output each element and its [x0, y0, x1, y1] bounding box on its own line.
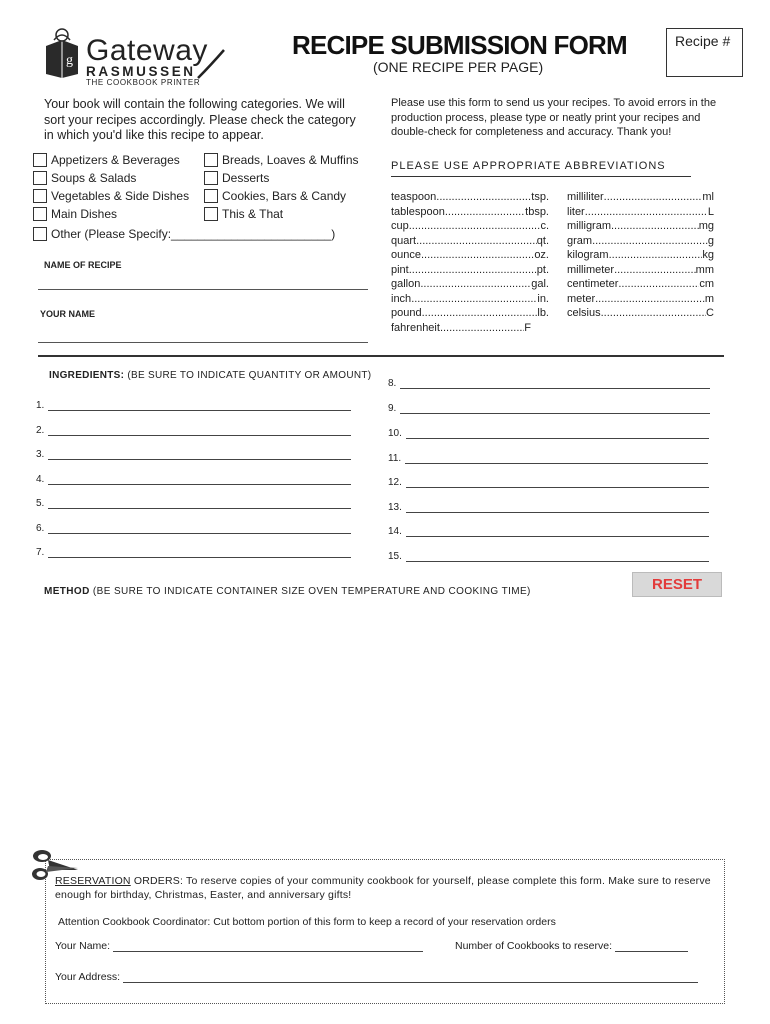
ingredient-line[interactable]: 2. [36, 425, 351, 436]
logo-subname: RASMUSSEN [86, 64, 196, 79]
abbr-row: pint ..... pt. [391, 263, 549, 278]
category-checkbox-desserts[interactable]: Desserts [204, 170, 269, 186]
ingredient-line[interactable]: 13. [388, 502, 709, 513]
instructions-text: Please use this form to send us your recipes. To avoid errors in the production process, please type or neatly print your recipes and double-check for completeness and accuracy. Thank you! [391, 97, 717, 138]
ingredient-line[interactable]: 8. [388, 378, 710, 389]
abbr-row: quart ..... qt. [391, 234, 549, 249]
your-name-field[interactable] [38, 333, 368, 343]
abbreviations-list-metric [567, 190, 714, 321]
ingredient-line[interactable]: 6. [36, 523, 351, 534]
abbr-row: gram ..... g [567, 234, 714, 249]
your-name-label: YOUR NAME [40, 309, 96, 319]
abbr-row: pound ..... lb. [391, 306, 549, 321]
ingredient-line[interactable]: 4. [36, 474, 351, 485]
checkbox[interactable] [33, 207, 47, 221]
cookbook-logo-icon [42, 26, 82, 78]
logo-tagline: THE COOKBOOK PRINTER [86, 78, 201, 87]
ingredient-line[interactable]: 15. [388, 551, 709, 562]
abbr-row: fahrenheit ..... F [391, 321, 531, 336]
intro-text: Your book will contain the following categories. We will sort your recipes accordingly. Please check the category in which you'd like this recipe to appear. [44, 97, 356, 142]
checkbox[interactable] [33, 189, 47, 203]
page-title: RECIPE SUBMISSION FORM [292, 30, 627, 60]
checkbox[interactable] [204, 207, 218, 221]
ingredient-line[interactable]: 12. [388, 477, 709, 488]
ingredient-line[interactable]: 14. [388, 526, 709, 537]
abbr-row: inch ..... in. [391, 292, 549, 307]
page-subtitle: (ONE RECIPE PER PAGE) [373, 59, 544, 75]
recipe-number-field[interactable] [666, 28, 743, 77]
recipe-name-label: NAME OF RECIPE [44, 260, 122, 270]
checkbox[interactable] [33, 171, 47, 185]
checkbox[interactable] [204, 189, 218, 203]
ingredient-line[interactable]: 10. [388, 428, 709, 439]
ingredient-line[interactable]: 1. [36, 400, 351, 411]
ingredient-line[interactable]: 5. [36, 498, 351, 509]
checkbox[interactable] [204, 153, 218, 167]
ingredients-heading: INGREDIENTS: (BE SURE TO INDICATE QUANTITY OR AMOUNT) [49, 370, 372, 381]
abbr-row: centimeter ..... cm [567, 277, 714, 292]
reserver-address-field[interactable]: Your Address: [55, 971, 698, 983]
category-checkbox-vegetables[interactable]: Vegetables & Side Dishes [33, 188, 189, 204]
recipe-number-label: Recipe # [675, 33, 731, 49]
category-checkbox-soups[interactable]: Soups & Salads [33, 170, 136, 186]
ingredient-line[interactable]: 7. [36, 547, 351, 558]
svg-text:g: g [66, 53, 73, 68]
ingredient-line[interactable]: 9. [388, 403, 710, 414]
checkbox[interactable] [33, 227, 47, 241]
abbr-row: milligram ..... mg [567, 219, 714, 234]
ingredient-line[interactable]: 11. [388, 453, 708, 464]
abbr-row: cup ..... c. [391, 219, 549, 234]
abbreviations-heading: PLEASE USE APPROPRIATE ABBREVIATIONS [391, 160, 691, 177]
abbr-row: tablespoon ..... tbsp. [391, 205, 549, 220]
abbr-row: milliliter ..... ml [567, 190, 714, 205]
logo-swoosh-icon [196, 48, 226, 82]
checkbox[interactable] [33, 153, 47, 167]
category-checkbox-other[interactable]: Other (Please Specify:________________________) [33, 226, 335, 242]
section-divider [38, 355, 724, 357]
abbr-row: liter ..... L [567, 205, 714, 220]
abbr-row: celsius ..... C [567, 306, 714, 321]
abbr-row: gallon ..... gal. [391, 277, 549, 292]
recipe-name-field[interactable] [38, 280, 368, 290]
category-checkbox-main-dishes[interactable]: Main Dishes [33, 206, 117, 222]
category-checkbox-breads[interactable]: Breads, Loaves & Muffins [204, 152, 359, 168]
abbreviations-list-imperial [391, 190, 549, 335]
reserver-name-field[interactable]: Your Name: [55, 940, 423, 952]
category-checkbox-cookies[interactable]: Cookies, Bars & Candy [204, 188, 346, 204]
cookbook-count-field[interactable]: Number of Cookbooks to reserve: [455, 940, 688, 952]
category-checkbox-appetizers[interactable]: Appetizers & Beverages [33, 152, 180, 168]
abbr-row: kilogram ..... kg [567, 248, 714, 263]
abbr-row: ounce ..... oz. [391, 248, 549, 263]
category-checkbox-this-that[interactable]: This & That [204, 206, 283, 222]
method-heading: METHOD (BE SURE TO INDICATE CONTAINER SIZE OVEN TEMPERATURE AND COOKING TIME) [44, 586, 531, 597]
logo-name: Gateway [86, 34, 208, 67]
reservation-attention: Attention Cookbook Coordinator: Cut bottom portion of this form to keep a record of your reservation orders [58, 916, 556, 928]
abbr-row: teaspoon ..... tsp. [391, 190, 549, 205]
ingredient-line[interactable]: 3. [36, 449, 351, 460]
abbr-row: meter ..... m [567, 292, 714, 307]
checkbox[interactable] [204, 171, 218, 185]
method-field[interactable] [44, 604, 724, 844]
abbr-row: millimeter ..... mm [567, 263, 714, 278]
reservation-text: RESERVATION ORDERS: To reserve copies of your community cookbook for yourself, please complete this form. Make sure to reserve enough for birthday, Christmas, Easter, and anniversary gifts! [55, 875, 711, 901]
reset-button[interactable]: RESET [632, 572, 722, 597]
